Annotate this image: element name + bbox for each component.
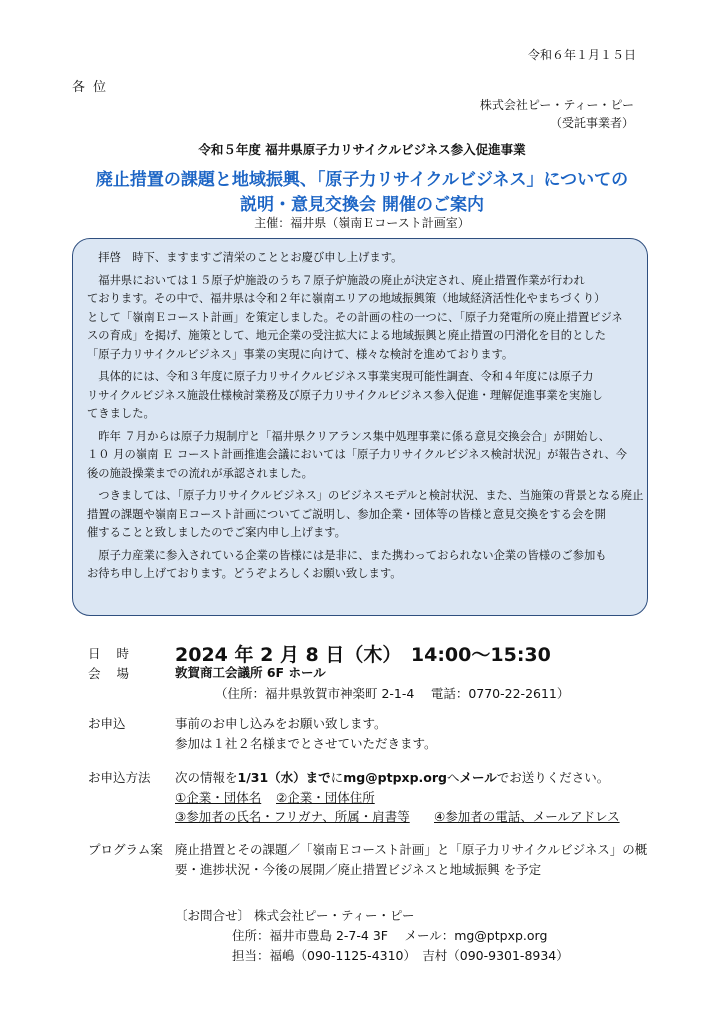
program-line2: 要・進捗状況・今後の展開／廃止措置ビジネスと地域振興 を予定 xyxy=(175,862,542,877)
required-item-2: ②企業・団体住所 xyxy=(276,790,375,805)
paragraph-closing xyxy=(87,547,635,584)
text-line: 具体的には、令和３年度に原子力リサイクルビジネス事業実現可能性調査、令和４年度には原子力 xyxy=(98,370,594,383)
text-line: お待ち申し上げております。どうぞよろしくお願い致します。 xyxy=(87,567,402,580)
text-line: 措置の課題や嶺南Ｅコースト計画についてご説明し、参加企業・団体等の皆様と意見交換をする会を開 xyxy=(87,507,606,521)
contact-person: 担当：福嶋（090-1125-4310） 吉村（090-9301-8934） xyxy=(232,948,569,963)
text-line: 昨年 ７月からは原子力規制庁と「福井県クリアランス集中処理事業に係る意見交換会合」が開始し、 xyxy=(98,429,610,443)
text-line: ております。その中で、福井県は令和２年に嶺南エリアの地域振興策（地域経済活性化やまちづくり） xyxy=(87,292,606,305)
required-item-3: ③参加者の氏名・フリガナ、所属・肩書等 xyxy=(175,809,410,824)
datetime-label: 日 時 xyxy=(88,646,135,661)
method-he: へ xyxy=(447,770,460,785)
apply-label: お申込 xyxy=(88,716,126,731)
method-post: でお送りください。 xyxy=(496,770,610,785)
method-deadline: 1/31（水）まで xyxy=(237,770,331,785)
page-title-line1: 廃止措置の課題と地域振興、「原子力リサイクルビジネス」についての xyxy=(95,170,629,190)
page-title-line2: 説明・意見交換会 開催のご案内 xyxy=(240,195,484,215)
apply-line1: 事前のお申し込みをお願い致します。 xyxy=(175,716,387,731)
text-line: １０ 月の嶺南 Ｅ コースト計画推進会議においては「原子力リサイクルビジネス検討状況」が報告され、今 xyxy=(87,448,627,461)
venue-name: 敦賀商工会議所 6F ホール xyxy=(175,665,326,680)
text-line: 福井県においては１５原子炉施設のうち７原子炉施設の廃止が決定され、廃止措置作業が行われ xyxy=(98,273,585,287)
company-name: 株式会社ピー・ティー・ピー xyxy=(479,98,634,112)
paragraph-background xyxy=(87,272,635,365)
text-line: として「嶺南Ｅコースト計画」を策定しました。その計画の柱の一つに、「原子力発電所の廃止措置ビジネ xyxy=(87,310,623,324)
company-role: （受託事業者） xyxy=(549,116,634,130)
text-line: 催することと致しましたのでご案内申し上げます。 xyxy=(87,526,346,539)
venue-address: （住所：福井県敦賀市神楽町 2-1-4 電話：0770-22-2611） xyxy=(215,686,570,701)
text-line: 後の施設操業までの流れが承認されました。 xyxy=(87,466,313,480)
issue-date: 令和６年１月１５日 xyxy=(527,48,636,62)
sponsor: 主催：福井県（嶺南Ｅコースト計画室） xyxy=(254,216,470,230)
event-datetime: 2024 年 2 月 8 日（木） 14:00～15:30 xyxy=(175,644,551,666)
paragraph-details xyxy=(87,368,635,424)
text-line: スの育成」を掲げ、施策として、地元企業の受注拡大による地域振興と廃止措置の円滑化を目的とした xyxy=(87,329,606,342)
contact-address: 住所：福井市豊島 2-7-4 3F メール：mg@ptpxp.org xyxy=(232,928,548,943)
program-label: プログラム案 xyxy=(88,842,163,857)
apply-line2: 参加は１社２名様までとさせていただきます。 xyxy=(175,736,437,751)
method-line xyxy=(175,768,609,786)
text-line: てきました。 xyxy=(87,407,155,420)
required-item-1: ①企業・団体名 xyxy=(175,790,262,805)
venue-label: 会 場 xyxy=(88,666,135,681)
paragraph-progress xyxy=(87,428,635,484)
recipient: 各位 xyxy=(72,80,115,95)
method-mail: メール xyxy=(459,770,497,785)
greeting-box xyxy=(72,238,648,616)
method-label: お申込方法 xyxy=(88,770,151,785)
method-email-link[interactable]: mg@ptpxp.org xyxy=(343,770,448,785)
program-line1: 廃止措置とその課題／「嶺南Ｅコースト計画」と「原子力リサイクルビジネス」の概 xyxy=(175,842,648,857)
required-item-4: ④参加者の電話、メールアドレス xyxy=(434,809,620,824)
text-line: つきましては、「原子力リサイクルビジネス」のビジネスモデルと検討状況、また、当施策の背景となる廃止 xyxy=(98,489,644,502)
paragraph-greeting: 拝啓 時下、ますますご清栄のこととお慶び申し上げます。 xyxy=(98,251,403,264)
text-line: リサイクルビジネス施設仕様検討業務及び原子力リサイクルビジネス参入促進・理解促進事業を実施し xyxy=(87,388,603,402)
method-pre: 次の情報を xyxy=(175,770,238,785)
contact-heading: 〔お問合せ〕 株式会社ピー・ティー・ピー xyxy=(175,908,415,923)
paragraph-invitation xyxy=(87,487,644,543)
text-line: 「原子力リサイクルビジネス」事業の実現に向けて、様々な検討を進めております。 xyxy=(87,347,514,361)
project-name: 令和５年度 福井県原子力リサイクルビジネス参入促進事業 xyxy=(198,142,526,157)
text-line: 原子力産業に参入されている企業の皆様には是非に、また携わっておられない企業の皆様のご参加も xyxy=(98,548,607,562)
method-to: に xyxy=(330,770,344,785)
